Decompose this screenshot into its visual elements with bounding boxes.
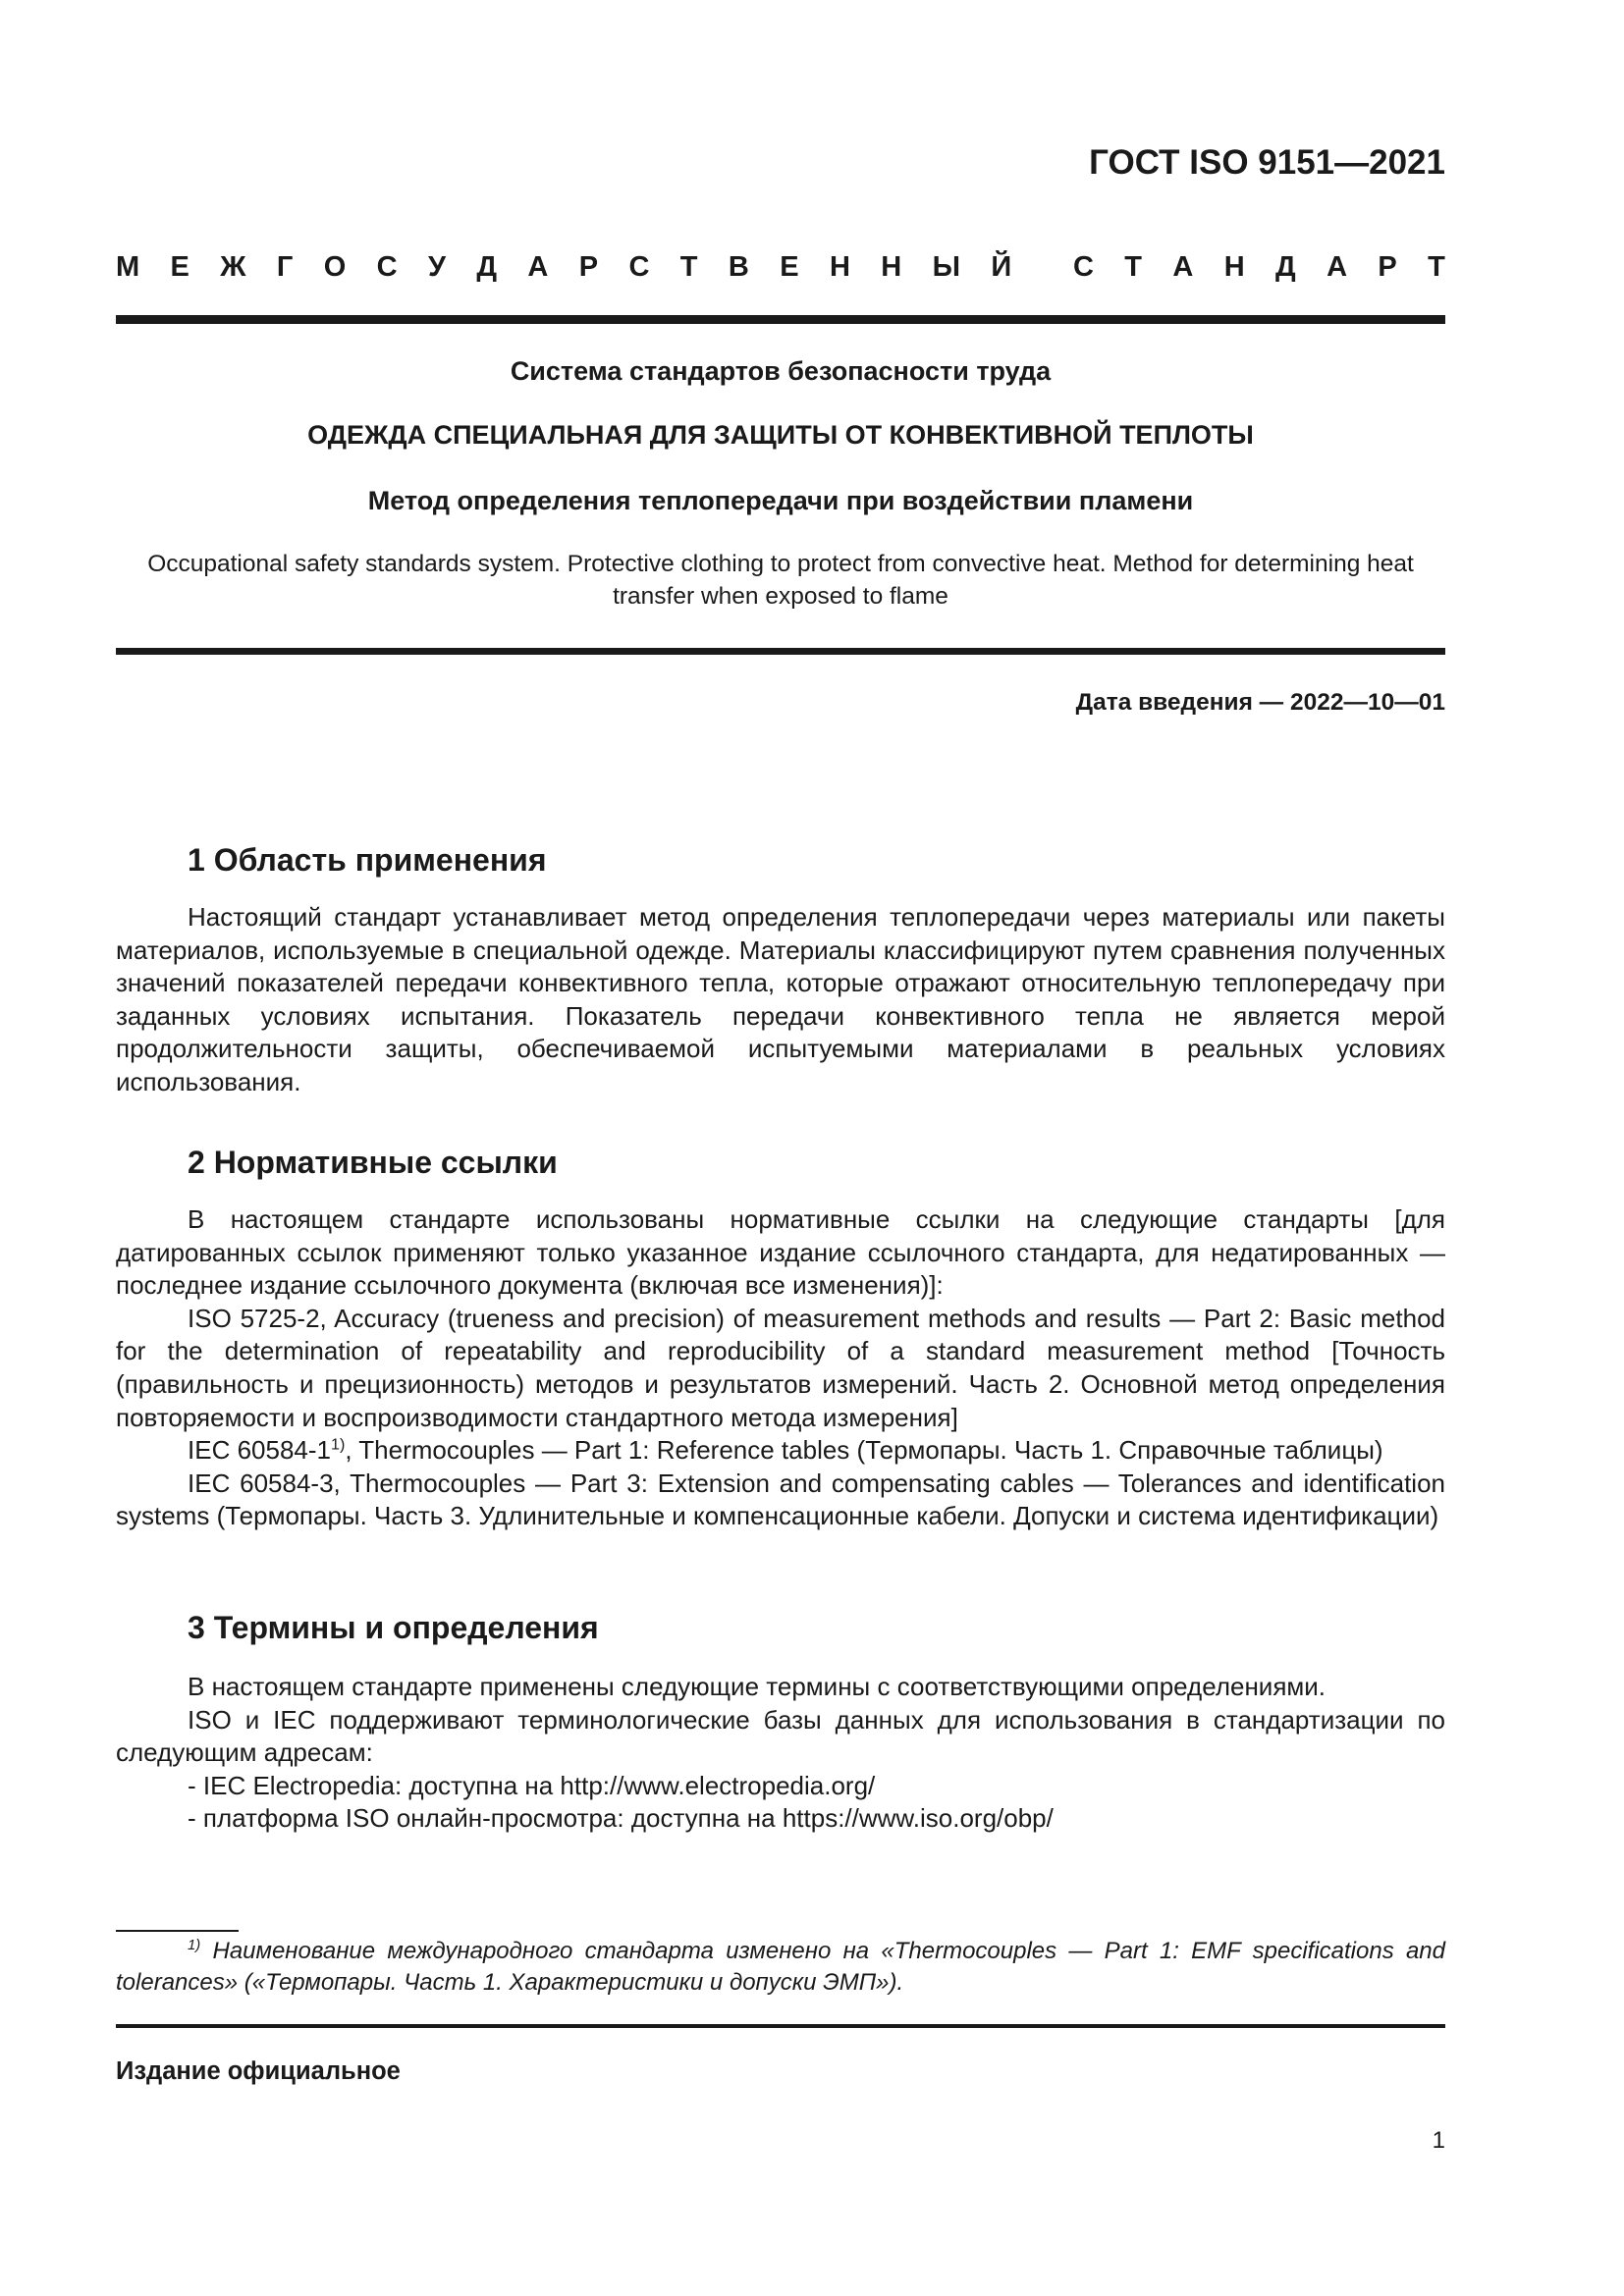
banner-letter: А [1172, 251, 1194, 283]
header-rule-top [116, 315, 1445, 324]
banner-letter: Н [881, 251, 902, 283]
english-title: Occupational safety standards system. Protective clothing to protect from convective heat. Method for determining heat transfer when exposed to flame [147, 551, 1414, 610]
method-title: Метод определения теплопередачи при воздействии пламени [367, 486, 1194, 515]
paragraph: ISO 5725-2, Accuracy (trueness and precision) of measurement methods and results — Part 2: Basic method for the determination of repeatability and reproducibility of a standard measurement method [Точность (правильность и прецизионность) методов и результатов измерений. Часть 2. Основной метод определения повторяемости и воспроизводимости стандартного метода измерения] [116, 1303, 1445, 1432]
banner-letter: Н [1223, 251, 1245, 283]
section-body-references [116, 1203, 1445, 1533]
paragraph: Настоящий стандарт устанавливает метод определения теплопередачи через материалы или пакеты материалов, используемые в специальной одежде. Материалы классифицируют путем сравнения полученных значений показателей передачи конвективного тепла, которые отражают относительную теплопередачу при заданных условиях испытания. Показатель передачи конвективного тепла не является мерой продолжительности защиты, обеспечиваемой испытуемыми материалами в реальных условиях использования. [116, 902, 1445, 1096]
banner-letter: Ы [932, 251, 960, 283]
banner-letter: Д [476, 251, 498, 283]
banner-letter: Т [1428, 251, 1445, 283]
banner-letter: Д [1275, 251, 1296, 283]
banner-letter: С [376, 251, 398, 283]
main-title: ОДЕЖДА СПЕЦИАЛЬНАЯ ДЛЯ ЗАЩИТЫ ОТ КОНВЕКТИВНОЙ ТЕПЛОТЫ [307, 420, 1254, 450]
banner-letter: О [323, 251, 347, 283]
reference-text: , Thermocouples — Part 1: Reference tables (Термопары. Часть 1. Справочные таблицы) [345, 1435, 1383, 1466]
banner-letter: Ж [220, 251, 246, 283]
banner-letter: В [728, 251, 749, 283]
paragraph: ISO и IEC поддерживают терминологические базы данных для использования в стандартизации по следующим адресам: [116, 1704, 1445, 1768]
interstate-standard-banner [116, 251, 1445, 284]
banner-letter: М [116, 251, 140, 283]
reference-iec-60584-3: IEC 60584-3, Thermocouples — Part 3: Extension and compensating cables — Tolerances and identification systems (Термопары. Часть 3. Удлинительные и компенсационные кабели. Допуски и система идентификации) [116, 1468, 1445, 1531]
reference-code: IEC 60584-1 [188, 1435, 331, 1466]
banner-letter: А [527, 251, 549, 283]
footnote-separator [116, 1930, 239, 1932]
banner-letter: Т [1124, 251, 1143, 283]
footnote-marker: 1) [188, 1938, 201, 1953]
banner-letter: Р [1378, 251, 1397, 283]
footnote [116, 1936, 1445, 1999]
banner-letter: Й [991, 251, 1012, 283]
banner-letter: С [1072, 251, 1094, 283]
banner-letter: С [628, 251, 650, 283]
banner-letter: Н [829, 251, 850, 283]
section-heading-terms: 3 Термины и определения [188, 1610, 599, 1645]
list-item: - платформа ISO онлайн-просмотра: доступна на https://www.iso.org/obp/ [188, 1803, 1054, 1834]
banner-letter: Е [170, 251, 189, 283]
page-number: 1 [1432, 2127, 1445, 2154]
banner-letter: Т [679, 251, 698, 283]
system-title: Система стандартов безопасности труда [510, 356, 1052, 386]
paragraph: В настоящем стандарте использованы нормативные ссылки на следующие стандарты [для датированных ссылок применяют только указанное издание ссылочного стандарта, для недатированных — последнее издание ссылочного документа (включая все изменения)]: [116, 1204, 1445, 1301]
standard-number: ГОСТ ISO 9151—2021 [1089, 143, 1445, 182]
reference-iec-60584-1 [116, 1434, 1445, 1468]
paragraph: В настоящем стандарте применены следующие термины с соответствующими определениями. [188, 1672, 1326, 1701]
banner-letter: Е [780, 251, 799, 283]
footer-rule [116, 2024, 1445, 2028]
section-heading-references: 2 Нормативные ссылки [188, 1145, 558, 1180]
banner-letter: А [1326, 251, 1348, 283]
section-heading-scope: 1 Область применения [188, 842, 547, 878]
footnote-marker: 1) [330, 1435, 346, 1454]
introduction-date: Дата введения — 2022—10—01 [1075, 689, 1445, 716]
official-edition-label: Издание официальное [116, 2057, 401, 2085]
header-rule-bottom [116, 648, 1445, 655]
banner-letter: Г [276, 251, 294, 283]
list-item: - IEC Electropedia: доступна на http://www.electropedia.org/ [188, 1770, 876, 1800]
footnote-text: Наименование международного стандарта изменено на «Thermocouples — Part 1: EMF specifications and tolerances» («Термопары. Часть 1. Характеристики и допуски ЭМП»). [116, 1938, 1445, 1996]
section-body-scope [116, 901, 1445, 1099]
banner-letter: Р [578, 251, 599, 283]
section-body-terms [116, 1671, 1445, 1836]
banner-letter: У [427, 251, 446, 283]
